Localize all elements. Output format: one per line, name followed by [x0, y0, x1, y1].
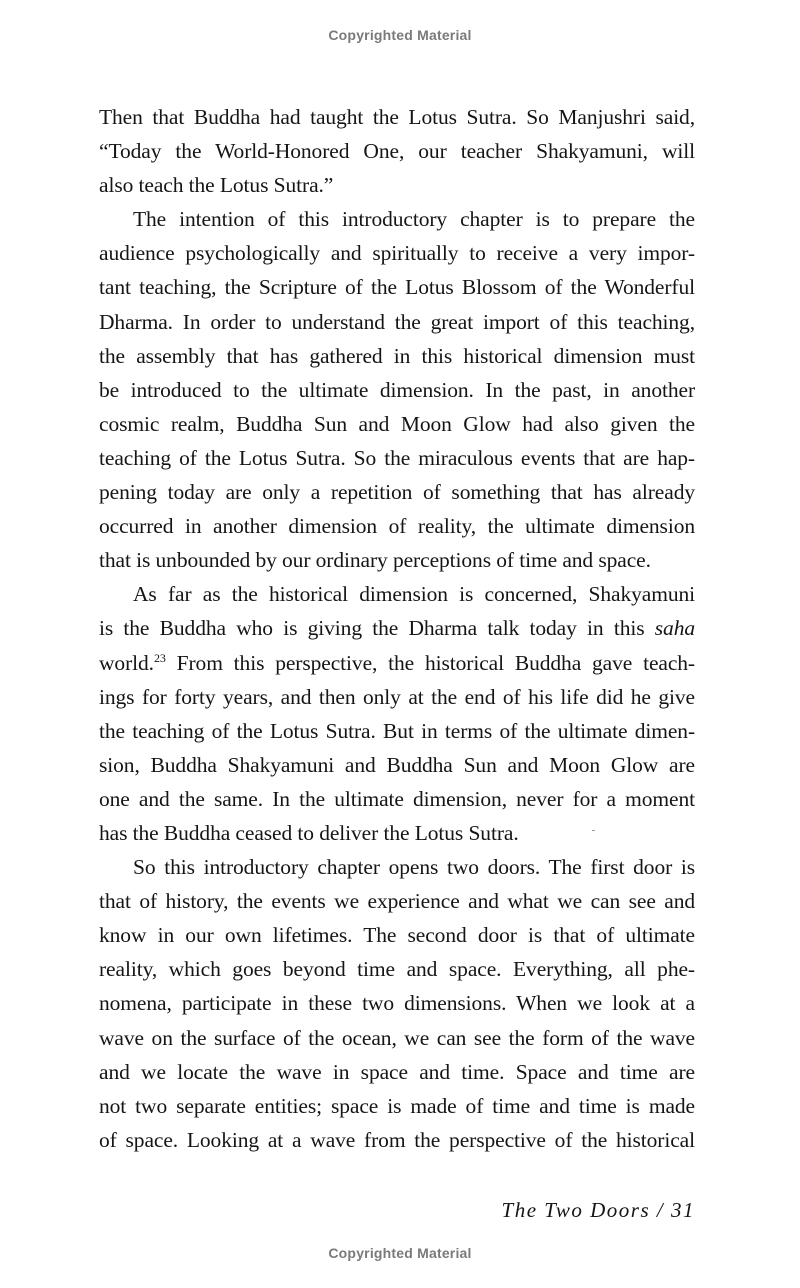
text-line: tant teaching, the Scripture of the Lotus Blossom of the Wonderful: [99, 275, 695, 300]
text-line: audience psychologically and spiritually to receive a very impor-: [99, 241, 695, 266]
paragraph-2: [99, 202, 695, 577]
text-line: cosmic realm, Buddha Sun and Moon Glow had also given the: [99, 411, 695, 436]
text-line: be introduced to the ultimate dimension. In the past, in another: [99, 377, 695, 402]
italic-term-saha: saha: [654, 616, 695, 641]
running-footer: [502, 1198, 695, 1223]
text-line: know in our own lifetimes. The second door is that of ultimate: [99, 923, 695, 948]
copyright-watermark-top: Copyrighted Material: [328, 27, 472, 43]
running-title: The Two Doors: [501, 1198, 651, 1222]
copyright-watermark-bottom: Copyrighted Material: [328, 1245, 472, 1261]
text-line: The intention of this introductory chapter is to prepare the: [133, 207, 695, 232]
scan-speck: [592, 830, 595, 831]
text-line: pening today are only a repetition of something that has already: [99, 480, 695, 505]
text-line: also teach the Lotus Sutra.”: [99, 173, 334, 198]
text-segment: is the Buddha who is giving the Dharma talk today in this: [99, 616, 655, 641]
text-line: teaching of the Lotus Sutra. So the miraculous events that are hap-: [99, 445, 695, 470]
text-line: that is unbounded by our ordinary perceptions of time and space.: [99, 548, 651, 573]
text-line: one and the same. In the ultimate dimension, never for a moment: [99, 786, 695, 811]
text-line: ings for forty years, and then only at the end of his life did he give: [99, 684, 695, 709]
text-line: wave on the surface of the ocean, we can see the form of the wave: [99, 1025, 695, 1050]
text-line: and we locate the wave in space and time. Space and time are: [99, 1059, 695, 1084]
text-line: “Today the World-Honored One, our teacher Shakyamuni, will: [99, 139, 695, 164]
page-body-text: [99, 100, 695, 1157]
page-number: 31: [671, 1198, 695, 1222]
text-line: the teaching of the Lotus Sutra. But in terms of the ultimate dimen-: [99, 718, 695, 743]
footnote-reference[interactable]: 23: [153, 650, 166, 665]
paragraph-1: [99, 100, 695, 202]
text-line: nomena, participate in these two dimensions. When we look at a: [99, 991, 695, 1016]
footer-separator: /: [656, 1198, 665, 1222]
text-segment: world.: [99, 650, 154, 675]
text-line: [99, 646, 695, 680]
text-segment: From this perspective, the historical Buddha gave teach-: [165, 650, 695, 675]
text-line: [99, 611, 695, 645]
paragraph-3: [99, 577, 695, 850]
text-line: has the Buddha ceased to deliver the Lotus Sutra.: [99, 820, 519, 845]
text-line: the assembly that has gathered in this historical dimension must: [99, 343, 695, 368]
text-line: So this introductory chapter opens two doors. The first door is: [133, 855, 695, 880]
text-line: of space. Looking at a wave from the perspective of the historical: [99, 1127, 695, 1152]
text-line: not two separate entities; space is made of time and time is made: [99, 1093, 695, 1118]
text-line: reality, which goes beyond time and space. Everything, all phe-: [99, 957, 695, 982]
text-line: Dharma. In order to understand the great import of this teaching,: [99, 309, 695, 334]
text-line: sion, Buddha Shakyamuni and Buddha Sun and Moon Glow are: [99, 752, 695, 777]
text-line: that of history, the events we experience and what we can see and: [99, 889, 695, 914]
text-line: occurred in another dimension of reality, the ultimate dimension: [99, 514, 695, 539]
text-line: As far as the historical dimension is concerned, Shakyamuni: [133, 582, 695, 607]
text-line: Then that Buddha had taught the Lotus Sutra. So Manjushri said,: [99, 105, 695, 129]
paragraph-4: [99, 850, 695, 1157]
